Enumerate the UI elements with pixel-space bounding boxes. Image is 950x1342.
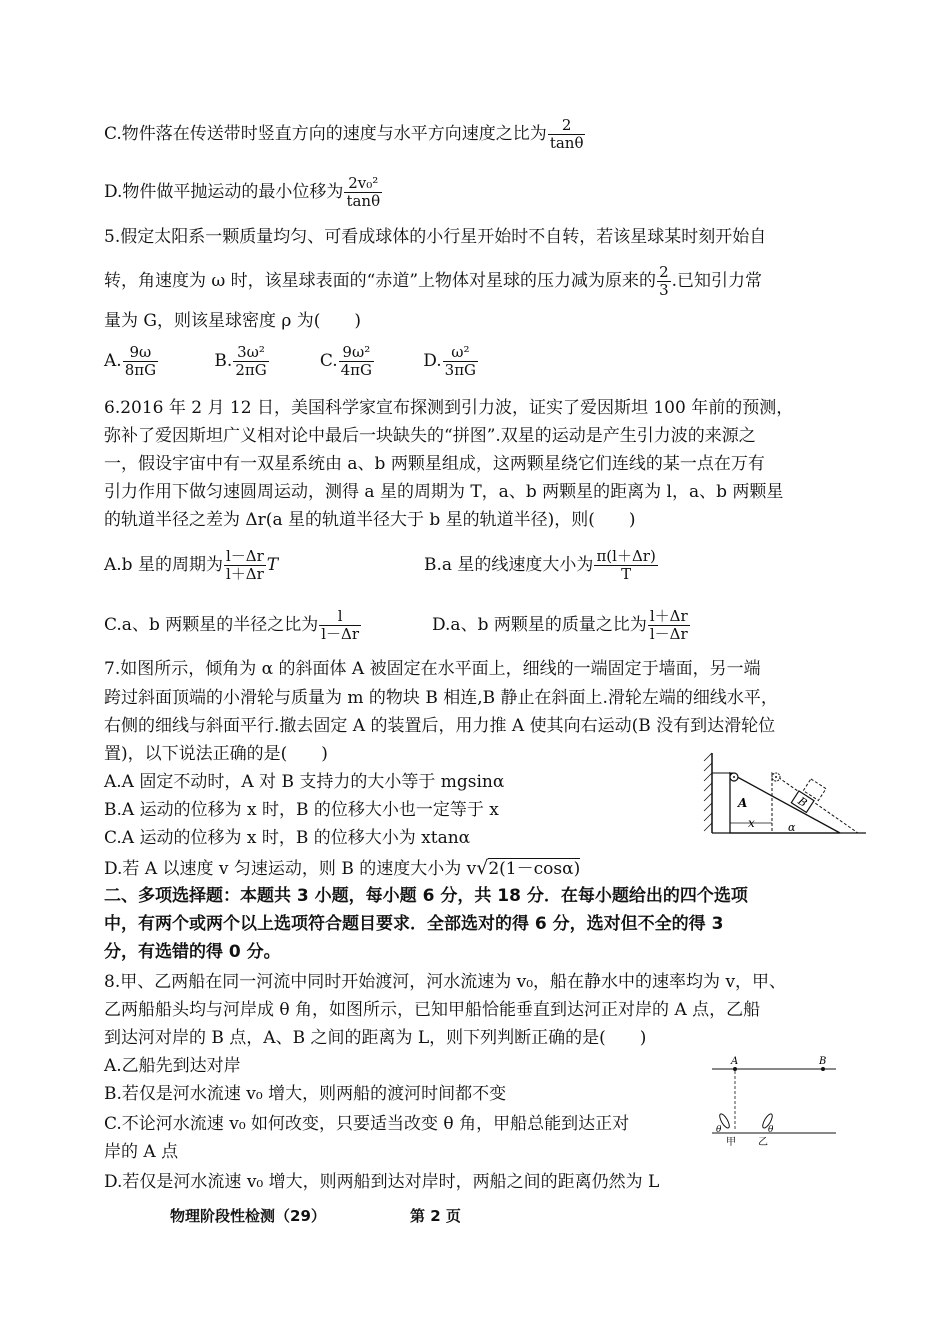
q6-option-b: B.a 星的线速度大小为 $\frac{\pi(l+\Delta r)}{T}$ bbox=[424, 547, 656, 583]
section2-heading: 中，有两个或两个以上选项符合题目要求．全部选对的得 6 分，选对但不全的得 3 bbox=[104, 914, 724, 934]
river-diagram bbox=[710, 1055, 845, 1150]
svg-text:B: B bbox=[819, 1056, 827, 1067]
q8-stem-line: 8.甲、乙两船在同一河流中同时开始渡河，河水流速为 v₀，船在静水中的速率均为 v，甲、 bbox=[104, 972, 787, 992]
section2-heading: 二、多项选择题：本题共 3 小题，每小题 6 分，共 18 分．在每小题给出的四个选项 bbox=[104, 886, 748, 906]
q6-stem-line: 6.2016 年 2 月 12 日，美国科学家宣布探测到引力波，证实了爱因斯坦 100 年前的预测， bbox=[104, 398, 794, 418]
q7-stem-line: 置)，以下说法正确的是( ) bbox=[104, 744, 328, 764]
svg-text:甲: 甲 bbox=[726, 1137, 736, 1148]
q6-option-a: A.b 星的周期为 $\frac{l-\Delta r}{l+\Delta r}$ T bbox=[104, 547, 279, 583]
q7-stem-line: 跨过斜面顶端的小滑轮与质量为 m 的物块 B 相连,B 静止在斜面上.滑轮左端的细线水平， bbox=[104, 688, 778, 708]
q7-option-d: D.若 A 以速度 v 匀速运动，则 B 的速度大小为 v√2(1－cosα) bbox=[104, 857, 581, 879]
q7-option-c: C.A 运动的位移为 x 时，B 的位移大小为 xtanα bbox=[104, 828, 471, 848]
q6-option-d: D.a、b 两颗星的质量之比为 $\frac{l+\Delta r}{l-\Delta r}$ bbox=[432, 607, 688, 643]
point-b bbox=[821, 1067, 825, 1071]
footer-page-number: 第 2 页 bbox=[410, 1207, 461, 1225]
section2-heading: 分，有选错的得 0 分。 bbox=[104, 942, 281, 962]
q7-stem-line: 右侧的细线与斜面平行.撤去固定 A 的装置后，用力推 A 使其向右运动(B 没有到达滑轮位 bbox=[104, 716, 776, 736]
q8-option-b: B.若仅是河水流速 v₀ 增大，则两船的渡河时间都不变 bbox=[104, 1084, 507, 1104]
q5-stem-line2: 转，角速度为 ω 时，该星球表面的“赤道”上物体对星球的压力减为原来的 $\frac{2}{3}$ .已知引力常 bbox=[104, 263, 763, 299]
q7-option-a: A.A 固定不动时，A 对 B 支持力的大小等于 mgsinα bbox=[104, 772, 505, 792]
fraction: $\frac{\text{2v₀²}}{\tan\theta}$ bbox=[346, 174, 381, 210]
q6-stem-line: 一，假设宇宙中有一双星系统由 a、b 两颗星组成，这两颗星绕它们连线的某一点在万有 bbox=[104, 454, 765, 474]
svg-text:A: A bbox=[731, 1056, 739, 1067]
q5-option-b: B. $\frac{\text{3ω²}}{2\pi G}$ bbox=[214, 343, 267, 379]
svg-text:θ: θ bbox=[768, 1125, 774, 1135]
wall-hatch bbox=[704, 753, 712, 831]
fraction: $\frac{2}{\tan\theta}$ bbox=[549, 116, 584, 152]
incline-diagram bbox=[700, 745, 870, 837]
label-alpha: α bbox=[788, 821, 796, 834]
q5-option-c: C. $\frac{\text{9ω²}}{4\pi G}$ bbox=[319, 343, 373, 379]
block-b bbox=[791, 791, 814, 813]
svg-text:B: B bbox=[795, 794, 810, 810]
q5-option-a: A. $\frac{9\omega}{8\pi G}$ bbox=[104, 343, 157, 379]
q8-option-d: D.若仅是河水流速 v₀ 增大，则两船到达对岸时，两船之间的距离仍然为 L bbox=[104, 1172, 660, 1192]
q4-option-d: D.物件做平抛运动的最小位移为 $\frac{\text{2v₀²}}{\tan\theta}$ bbox=[104, 174, 381, 210]
q8-option-a: A.乙船先到达对岸 bbox=[104, 1056, 241, 1076]
q8-option-c-cont: 岸的 A 点 bbox=[104, 1142, 179, 1162]
q5-stem-line3: 量为 G，则该星球密度 ρ 为( ) bbox=[104, 311, 362, 331]
q4-option-c: C.物件落在传送带时竖直方向的速度与水平方向速度之比为 $\frac{2}{\tan\theta}$ bbox=[104, 116, 584, 152]
q6-option-c: C.a、b 两颗星的半径之比为 $\frac{l}{l-\Delta r}$ bbox=[104, 607, 360, 643]
label-a: A bbox=[738, 796, 748, 810]
svg-text:θ: θ bbox=[716, 1125, 722, 1135]
label-x: x bbox=[748, 816, 755, 830]
q5-option-d: D. $\frac{\text{ω²}}{3\pi G}$ bbox=[423, 343, 477, 379]
q6-stem-line: 弥补了爱因斯坦广义相对论中最后一块缺失的“拼图”.双星的运动是产生引力波的来源之 bbox=[104, 426, 756, 446]
svg-text:乙: 乙 bbox=[758, 1137, 768, 1148]
q7-option-b: B.A 运动的位移为 x 时，B 的位移大小也一定等于 x bbox=[104, 800, 499, 820]
q5-stem-line1: 5.假定太阳系一颗质量均匀、可看成球体的小行星开始时不自转，若该星球某时刻开始自 bbox=[104, 227, 767, 247]
q8-stem-line: 到达河对岸的 B 点，A、B 之间的距离为 L，则下列判断正确的是( ) bbox=[104, 1028, 647, 1048]
point-a bbox=[733, 1067, 737, 1071]
q6-stem-line: 的轨道半径之差为 Δr(a 星的轨道半径大于 b 星的轨道半径)，则( ) bbox=[104, 510, 636, 530]
q6-stem-line: 引力作用下做匀速圆周运动，测得 a 星的周期为 T，a、b 两颗星的距离为 l，a、b 两颗星 bbox=[104, 482, 784, 502]
q8-stem-line: 乙两船船头均与河岸成 θ 角，如图所示，已知甲船恰能垂直到达河正对岸的 A 点，乙船 bbox=[104, 1000, 761, 1020]
q8-option-c: C.不论河水流速 v₀ 如何改变，只要适当改变 θ 角，甲船总能到达正对 bbox=[104, 1114, 630, 1134]
fraction: $\frac{2}{3}$ bbox=[659, 263, 669, 299]
q5-options bbox=[104, 344, 479, 379]
q7-stem-line: 7.如图所示，倾角为 α 的斜面体 A 被固定在水平面上，细线的一端固定于墙面，另一端 bbox=[104, 659, 761, 679]
footer-title: 物理阶段性检测（29） bbox=[170, 1207, 326, 1225]
